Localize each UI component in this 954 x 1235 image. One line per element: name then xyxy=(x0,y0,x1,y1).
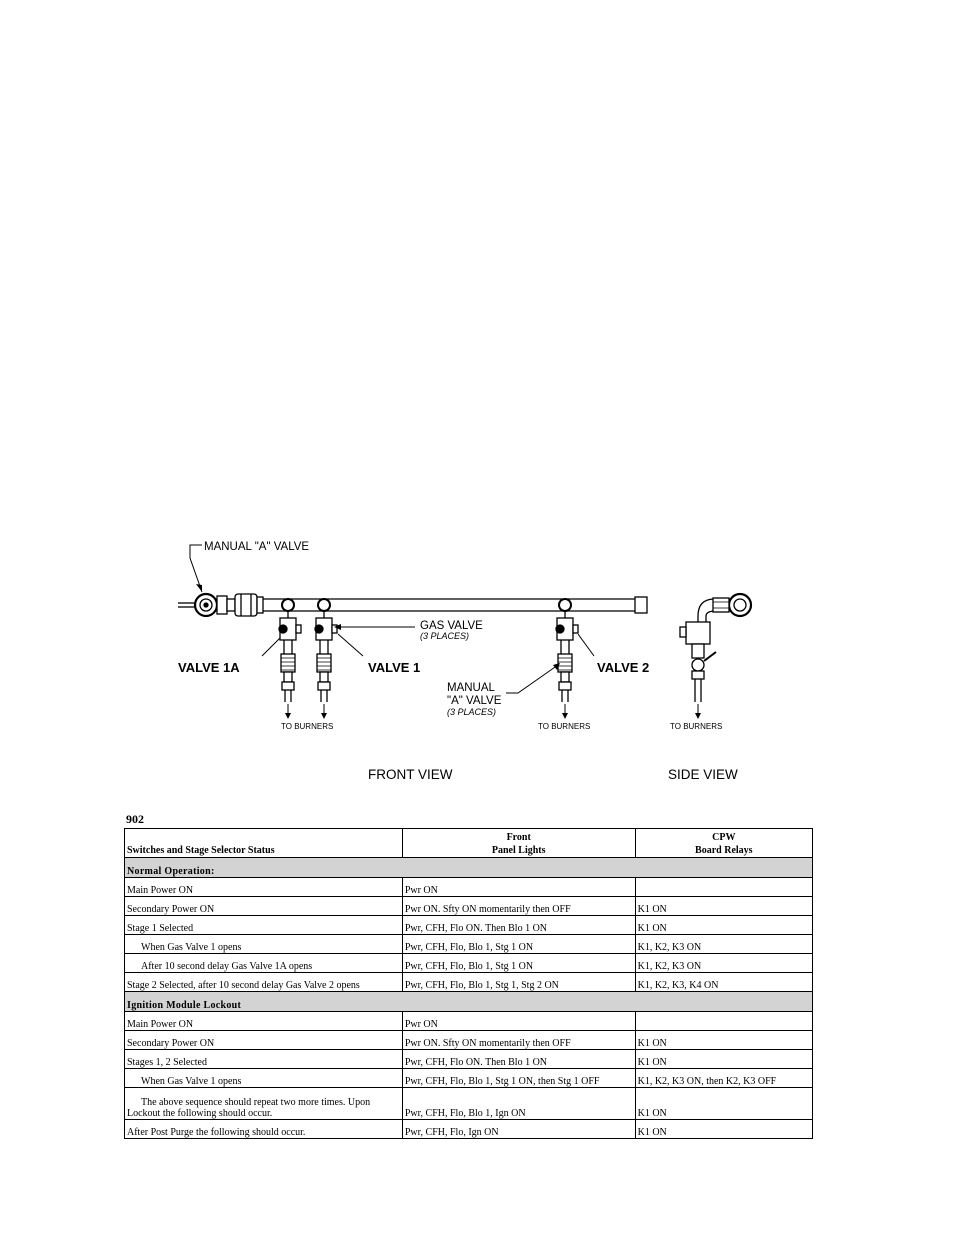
row-note-line1: The above sequence should repeat two more times. Upon xyxy=(141,1097,371,1108)
label-manual-a-line2: "A" VALVE xyxy=(447,695,502,707)
header-cpw-board-relays: CPW Board Relays xyxy=(635,829,812,858)
table-row: Stage 1 Selected Pwr, CFH, Flo ON. Then Blo 1 ON K1 ON xyxy=(125,916,813,935)
header-switches: Switches and Stage Selector Status xyxy=(125,829,403,858)
label-to-burners-3: TO BURNERS xyxy=(670,722,723,731)
label-valve-1a: VALVE 1A xyxy=(178,660,240,675)
valve-2-assembly xyxy=(556,599,578,719)
label-to-burners-2: TO BURNERS xyxy=(538,722,591,731)
side-view-assembly xyxy=(680,594,751,719)
table-row: Stage 2 Selected, after 10 second delay Gas Valve 2 opens Pwr, CFH, Flo, Blo 1, Stg 1, Stg 2 ON K1, K2, K3, K4 ON xyxy=(125,973,813,992)
table-row: Stages 1, 2 Selected Pwr, CFH, Flo ON. Then Blo 1 ON K1 ON xyxy=(125,1050,813,1069)
table-row: When Gas Valve 1 opens Pwr, CFH, Flo, Blo 1, Stg 1 ON K1, K2, K3 ON xyxy=(125,935,813,954)
valve-1a-assembly xyxy=(279,599,301,719)
section-normal-operation: Normal Operation: xyxy=(125,858,813,878)
valve-1-assembly xyxy=(315,599,337,719)
row-note-line2: Lockout the following should occur. xyxy=(127,1108,273,1119)
label-side-view: SIDE VIEW xyxy=(668,767,738,782)
label-to-burners-1: TO BURNERS xyxy=(281,722,334,731)
table-row: After 10 second delay Gas Valve 1A opens Pwr, CFH, Flo, Blo 1, Stg 1 ON K1, K2, K3 ON xyxy=(125,954,813,973)
table-row: Secondary Power ON Pwr ON. Sfty ON momentarily then OFF K1 ON xyxy=(125,1031,813,1050)
label-valve-2: VALVE 2 xyxy=(597,660,650,675)
status-table xyxy=(124,828,813,1139)
label-front-view: FRONT VIEW xyxy=(368,767,453,782)
label-manual-a-valve-top: MANUAL "A" VALVE xyxy=(204,541,310,553)
section-ignition-lockout: Ignition Module Lockout xyxy=(125,992,813,1012)
header-front-panel-lights: Front Panel Lights xyxy=(402,829,635,858)
table-row: Main Power ON Pwr ON xyxy=(125,878,813,897)
gas-valve-diagram xyxy=(150,530,790,800)
label-gas-valve-places: (3 PLACES) xyxy=(420,631,470,641)
label-manual-a-line1: MANUAL xyxy=(447,682,495,694)
table-row: Secondary Power ON Pwr ON. Sfty ON momentarily then OFF K1 ON xyxy=(125,897,813,916)
label-manual-a-places: (3 PLACES) xyxy=(447,707,497,717)
table-row: Main Power ON Pwr ON xyxy=(125,1012,813,1031)
table-row: The above sequence should repeat two more times. Upon Lockout the following should occur. Pwr, CFH, Flo, Blo 1, Ign ON K1 ON xyxy=(125,1088,813,1120)
table-header-row xyxy=(125,829,813,858)
label-valve-1: VALVE 1 xyxy=(368,660,421,675)
manual-a-valve-inlet xyxy=(178,594,263,616)
label-gas-valve: GAS VALVE xyxy=(420,620,483,632)
table-row: When Gas Valve 1 opens Pwr, CFH, Flo, Blo 1, Stg 1 ON, then Stg 1 OFF K1, K2, K3 ON, then K2, K3 OFF xyxy=(125,1069,813,1088)
table-row: After Post Purge the following should occur. Pwr, CFH, Flo, Ign ON K1 ON xyxy=(125,1120,813,1139)
table-id: 902 xyxy=(126,812,144,826)
